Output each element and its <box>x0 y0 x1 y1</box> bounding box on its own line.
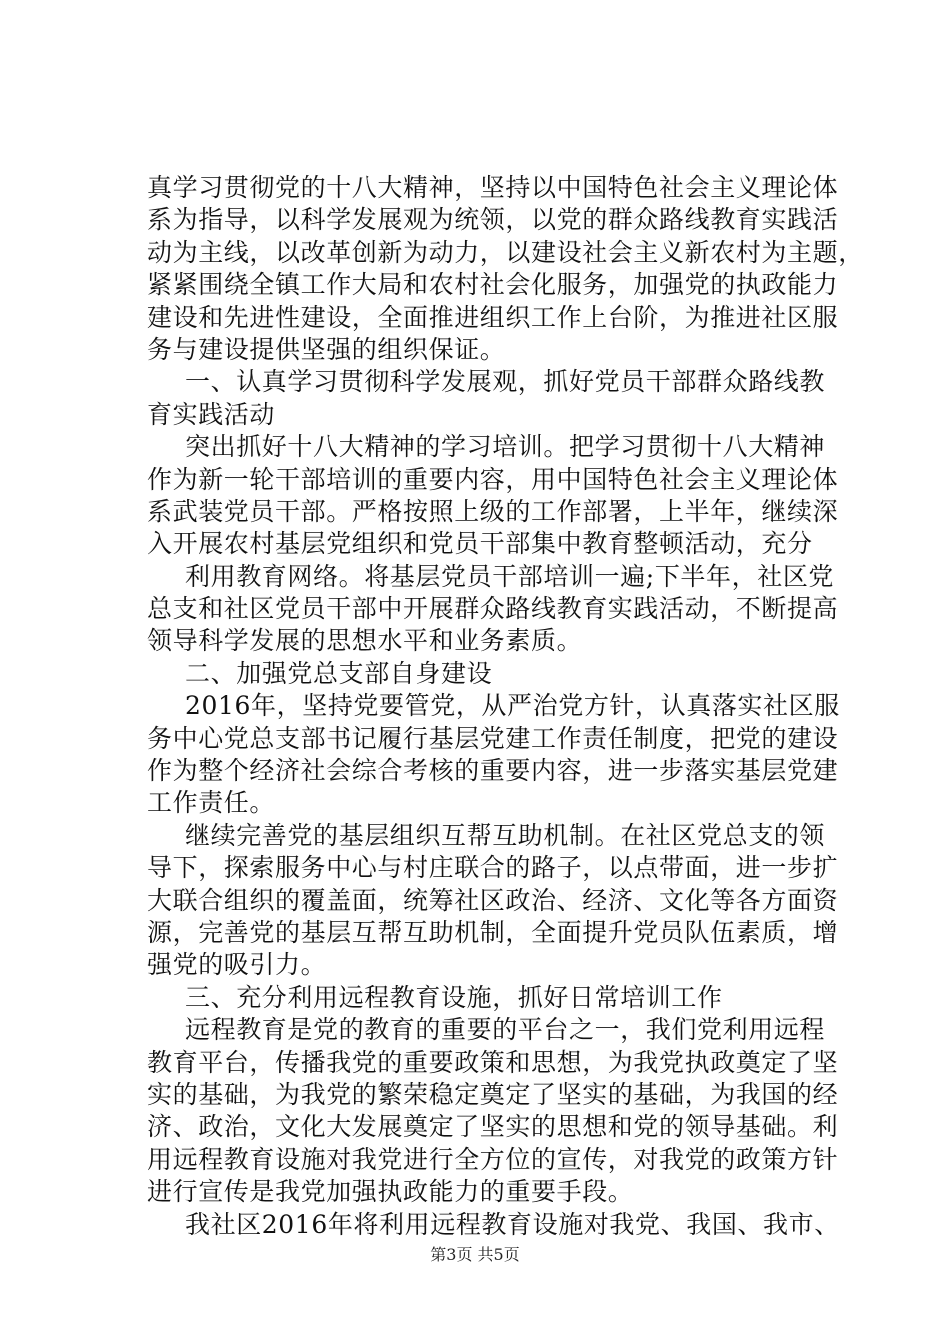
text-line: 务与建设提供坚强的组织保证。 <box>147 334 506 364</box>
text-line: 济、政治，文化大发展奠定了坚实的思想和党的领导基础。利 <box>147 1112 839 1142</box>
text-line: 工作责任。 <box>147 788 276 818</box>
section-heading: 二、加强党总支部自身建设 <box>185 658 493 688</box>
text-line: 真学习贯彻党的十八大精神，坚持以中国特色社会主义理论体 <box>147 173 839 202</box>
text-line: 建设和先进性建设，全面推进组织工作上台阶，为推进社区服 <box>147 302 839 332</box>
text-line: 导下，探索服务中心与村庄联合的路子，以点带面，进一步扩 <box>147 853 839 883</box>
text-line: 作为整个经济社会综合考核的重要内容，进一步落实基层党建 <box>147 756 839 786</box>
text-line: 突出抓好十八大精神的学习培训。把学习贯彻十八大精神 <box>185 432 826 462</box>
document-body <box>147 172 864 1241</box>
section-heading: 一、认真学习贯彻科学发展观，抓好党员干部群众路线教 <box>185 367 826 397</box>
text-line: 利用教育网络。将基层党员干部培训一遍;下半年，社区党 <box>185 561 835 591</box>
text-line: 教育平台，传播我党的重要政策和思想，为我党执政奠定了坚 <box>147 1047 839 1077</box>
text-line: 大联合组织的覆盖面，统筹社区政治、经济、文化等各方面资 <box>147 885 839 915</box>
text-line: 系武装党员干部。严格按照上级的工作部署，上半年，继续深 <box>147 496 839 526</box>
text-line: 动为主线，以改革创新为动力，以建设社会主义新农村为主题， <box>147 237 864 267</box>
text-line: 用远程教育设施对我党进行全方位的宣传，对我党的政策方针 <box>147 1144 839 1174</box>
page-footer <box>0 1245 950 1265</box>
text-line: 紧紧围绕全镇工作大局和农村社会化服务，加强党的执政能力 <box>147 270 839 300</box>
text-line: 进行宣传是我党加强执政能力的重要手段。 <box>147 1177 634 1207</box>
text-line: 作为新一轮干部培训的重要内容，用中国特色社会主义理论体 <box>147 464 839 494</box>
section-heading: 三、充分利用远程教育设施，抓好日常培训工作 <box>185 982 723 1012</box>
text-line: 实的基础，为我党的繁荣稳定奠定了坚实的基础，为我国的经 <box>147 1079 839 1109</box>
text-line: 务中心党总支部书记履行基层党建工作责任制度，把党的建设 <box>147 723 839 753</box>
text-line: 远程教育是党的教育的重要的平台之一，我们党利用远程 <box>185 1015 826 1045</box>
page-number: 第3页 共5页 <box>430 1245 520 1264</box>
text-line: 领导科学发展的思想水平和业务素质。 <box>147 626 583 656</box>
text-line: 强党的吸引力。 <box>147 950 327 980</box>
text-line: 入开展农村基层党组织和党员干部集中教育整顿活动，充分 <box>147 529 813 559</box>
text-line: 继续完善党的基层组织互帮互助机制。在社区党总支的领 <box>185 820 826 850</box>
text-line: 系为指导，以科学发展观为统领，以党的群众路线教育实践活 <box>147 205 839 235</box>
text-line: 2016年，坚持党要管党，从严治党方针，认真落实社区服 <box>185 691 840 721</box>
text-line: 总支和社区党员干部中开展群众路线教育实践活动，不断提高 <box>147 594 839 624</box>
text-line: 源，完善党的基层互帮互助机制，全面提升党员队伍素质，增 <box>147 917 839 947</box>
section-heading-continued: 育实践活动 <box>147 399 276 429</box>
text-line: 我社区2016年将利用远程教育设施对我党、我国、我市、 <box>185 1209 840 1239</box>
